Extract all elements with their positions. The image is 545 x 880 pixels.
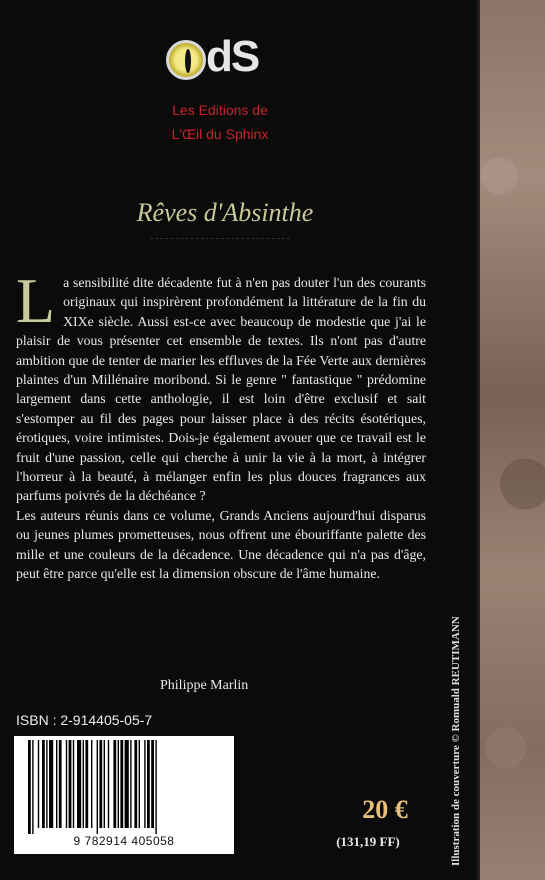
barcode-bar	[113, 740, 116, 828]
barcode-bar	[108, 740, 109, 828]
barcode-bar	[104, 740, 105, 828]
isbn: ISBN : 2-914405-05-7	[16, 712, 153, 728]
blurb-paragraph-2: Les auteurs réunis dans ce volume, Grands Anciens aujourd'hui disparus ou jeunes plumes prometteuses, nous offrent une ébouriffante palette des mille et une couleurs de la décadence. Une décadence qui n'a pas d'âge, peut être parce qu'elle est la dimension obscure de l'âme humaine.	[16, 507, 426, 582]
barcode-bar	[32, 740, 33, 834]
cover-illustration-strip	[480, 0, 545, 880]
barcode-number: 9 782914 405058	[73, 834, 175, 848]
barcode-bar	[134, 740, 137, 828]
barcode-bar	[118, 740, 119, 828]
barcode-bar	[77, 740, 81, 828]
barcode-bar	[42, 740, 45, 828]
barcode-bar	[85, 740, 88, 828]
barcode-bar	[66, 740, 67, 828]
barcode-bar	[46, 740, 47, 828]
barcode-bar	[99, 740, 102, 828]
cover-credit: Illustration de couverture © Romuald REUTIMANN	[450, 616, 462, 866]
barcode-bar	[139, 740, 140, 828]
barcode-bar	[97, 740, 98, 834]
barcode-bar	[49, 740, 53, 828]
barcode-bar	[56, 740, 57, 828]
barcode-bar	[120, 740, 123, 828]
barcode-bar	[73, 740, 74, 828]
barcode-bar	[125, 740, 129, 828]
signature: Philippe Marlin	[160, 678, 249, 693]
drop-cap: L	[16, 265, 56, 336]
barcode-bar	[38, 740, 39, 828]
book-title: Rêves d'Absinthe	[136, 198, 314, 227]
barcode-bar	[83, 740, 84, 828]
barcode-bar	[147, 740, 150, 828]
barcode	[14, 736, 234, 854]
logo-text: dS	[206, 32, 259, 81]
barcode-bar	[155, 740, 156, 834]
barcode-bar	[59, 740, 62, 828]
eye-icon	[166, 40, 206, 80]
barcode-bar	[69, 740, 72, 828]
publisher-name	[140, 98, 300, 146]
blurb	[16, 265, 426, 584]
barcode-bar	[151, 740, 154, 828]
barcode-bar	[91, 740, 92, 828]
price-francs: (131,19 FF)	[336, 834, 400, 849]
paragraph-1-text: a sensibilité dite décadente fut à n'en pas douter l'un des courants originaux qui inspirèrent profondément la littérature de la fin du XIXe siècle. Aussi est-ce avec beaucoup de modestie que j'ai le plaisir de vous présenter cet ensemble de textes. Ils n'ont pas d'autre ambition que de tenter de marier les effluves de la Fée Verte aux dernières plaintes d'un Millénaire moribond. Si le genre " fantastique " prédomine largement dans cette anthologie, il est loin d'être exclusif et sait s'estomper au fil des pages pour laisser place à des récits ésotériques, érotiques, voire intimistes. Dois-je également avouer que ce travail est le fruit d'une passion, celle qui cherche à unir la vie à la mort, à intégrer l'horreur à la beauté, à mélanger enfin les plus douces fragrances aux parfums poivrés de la déchéance ?	[16, 275, 426, 504]
barcode-bar	[144, 740, 145, 828]
title-reflection	[150, 238, 290, 245]
price-euro: 20 €	[362, 795, 408, 824]
blurb-paragraph-1	[16, 265, 426, 506]
barcode-bar	[130, 740, 131, 828]
publisher-logo	[166, 32, 270, 86]
barcode-bar	[28, 740, 31, 834]
publisher-line-1: Les Editions de	[172, 102, 268, 118]
barcode-bars	[26, 740, 222, 834]
publisher-line-2: L'Œil du Sphinx	[171, 126, 269, 142]
